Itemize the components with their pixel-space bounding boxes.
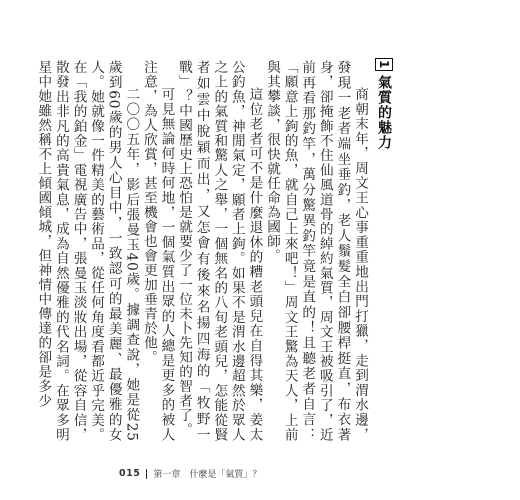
paragraph: 商朝末年，周文王心事重重地出門打獵，走到渭水邊，發現一老者端坐垂釣，老人鬚髮全白卻腰桿挺直，布衣著身，卻掩飾不住仙風道骨的綽約氣質，周文王被吸引了，近前再看那釣竿，萬分驚異釣竿竟是直的！且聽老者自言：「願意上鉤的魚，就自己上來吧！」周文王驚為天人，上前與其攀談，很快就任命為國師。 bbox=[264, 60, 368, 442]
paragraph: 這位老者可不是什麼退休的糟老頭兒在自得其樂，姜太公釣魚，神閒氣定，願者上鉤。如果不是渭水邊超然於眾人之上的氣質和驚人之舉，一個無名的八旬老頭兒，怎能從賢者如雲中脫穎而出，又怎會有後來名揚四海的「牧野一戰」？中國歷史上恐怕是就要少了一位未卜先知的智者了。 bbox=[176, 60, 263, 442]
paragraph: 二〇〇五年，影后張曼玉40歲。據調查說，她是從25歲到60歲的男人心目中，一致認可的最美麗、最優雅的女人。她就像一件精美的藝術品，從任何角度看都近乎完美。在「我的鉑金」電視廣告中，張曼玉淡妝出場，從容自信，散發出非凡的高貴氣息，成為自然優雅的代名詞。在眾多明星中她雖然稱不上傾國傾城，但神情中傳達的卻是多少 bbox=[35, 60, 140, 442]
section-heading bbox=[374, 58, 394, 150]
section-number-box: 1 bbox=[377, 60, 391, 70]
paragraph: 可見無論何時何地，一個氣質出眾的人總是更多的被人注意，為人欣賞，甚至機會也會更加垂青於他。 bbox=[140, 60, 175, 442]
page-number: 015 bbox=[119, 468, 141, 479]
section-title: 氣質的魅力 bbox=[376, 75, 392, 151]
body-text bbox=[35, 60, 368, 442]
page-footer bbox=[119, 467, 261, 480]
chapter-title: 第一章 什麼是「氣質」？ bbox=[153, 470, 262, 480]
footer-divider bbox=[146, 469, 147, 479]
